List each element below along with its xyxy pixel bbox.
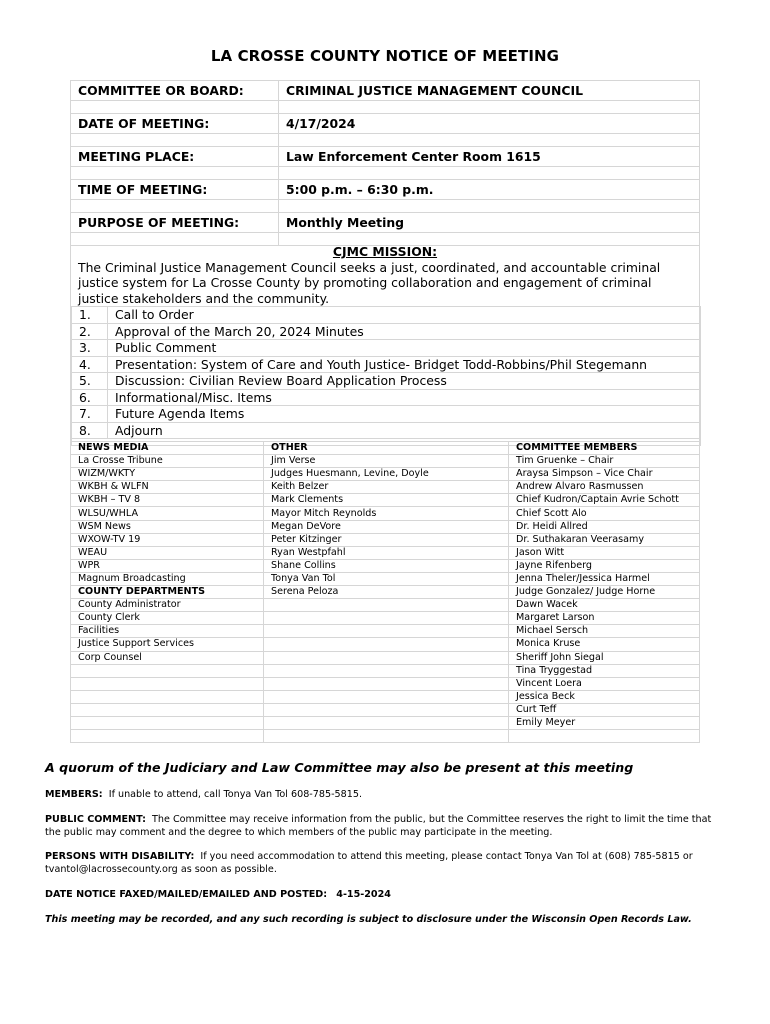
meeting-header-table xyxy=(70,80,700,246)
distribution-col3-cell: Dr. Suthakaran Veerasamy xyxy=(509,533,700,546)
distribution-col3-cell: Vincent Loera xyxy=(509,677,700,690)
public-comment-text: The Committee may receive information from the public, but the Committee reserves the right to limit the time that the public may comment and the degree to which members of the public may participate in the meeting. xyxy=(45,814,712,838)
recording-disclaimer: This meeting may be recorded, and any such recording is subject to disclosure under the Wisconsin Open Records Law. xyxy=(45,914,692,925)
distribution-col2-cell xyxy=(264,690,509,703)
date-label: DATE OF MEETING: xyxy=(71,114,279,134)
distribution-col2-cell: OTHER xyxy=(264,442,509,455)
date-value: 4/17/2024 xyxy=(279,114,700,134)
distribution-row xyxy=(71,651,700,664)
distribution-col2-cell xyxy=(264,703,509,716)
agenda-item-number: 5. xyxy=(72,373,108,390)
distribution-col2-cell: Jim Verse xyxy=(264,455,509,468)
distribution-col2-cell xyxy=(264,599,509,612)
distribution-col1-cell xyxy=(71,690,264,703)
distribution-row xyxy=(71,612,700,625)
distribution-row xyxy=(71,572,700,585)
distribution-col1-cell: WPR xyxy=(71,559,264,572)
notice-label: DATE NOTICE FAXED/MAILED/EMAILED AND POSTED: xyxy=(45,889,328,900)
distribution-col2-cell: Peter Kitzinger xyxy=(264,533,509,546)
committee-value: CRIMINAL JUSTICE MANAGEMENT COUNCIL xyxy=(279,81,700,101)
distribution-col2-cell xyxy=(264,651,509,664)
distribution-col3-cell: Chief Scott Alo xyxy=(509,507,700,520)
distribution-col1-cell: Justice Support Services xyxy=(71,638,264,651)
distribution-col3-cell xyxy=(509,730,700,743)
agenda-item-number: 6. xyxy=(72,389,108,406)
distribution-col2-cell xyxy=(264,716,509,729)
agenda-item xyxy=(72,389,701,406)
distribution-col3-cell: COMMITTEE MEMBERS xyxy=(509,442,700,455)
agenda-item-text: Presentation: System of Care and Youth Justice- Bridget Todd-Robbins/Phil Stegemann xyxy=(108,356,701,373)
place-label: MEETING PLACE: xyxy=(71,147,279,167)
distribution-col3-cell: Dawn Wacek xyxy=(509,599,700,612)
notice-title: LA CROSSE COUNTY NOTICE OF MEETING xyxy=(210,47,560,65)
agenda-item-number: 1. xyxy=(72,307,108,324)
time-value: 5:00 p.m. – 6:30 p.m. xyxy=(279,180,700,200)
distribution-row xyxy=(71,559,700,572)
distribution-col2-cell xyxy=(264,730,509,743)
agenda-item-text: Discussion: Civilian Review Board Application Process xyxy=(108,373,701,390)
distribution-col3-cell: Chief Kudron/Captain Avrie Schott xyxy=(509,494,700,507)
purpose-label: PURPOSE OF MEETING: xyxy=(71,213,279,233)
distribution-col1-cell: Corp Counsel xyxy=(71,651,264,664)
members-label: MEMBERS: xyxy=(45,789,103,800)
distribution-col1-cell: WKBH & WLFN xyxy=(71,481,264,494)
distribution-col2-cell xyxy=(264,612,509,625)
distribution-col2-cell: Ryan Westpfahl xyxy=(264,546,509,559)
distribution-col2-cell xyxy=(264,638,509,651)
distribution-col3-cell: Tina Tryggestad xyxy=(509,664,700,677)
agenda-item-text: Approval of the March 20, 2024 Minutes xyxy=(108,323,701,340)
distribution-row xyxy=(71,442,700,455)
distribution-col3-cell: Jessica Beck xyxy=(509,690,700,703)
distribution-col1-cell: La Crosse Tribune xyxy=(71,455,264,468)
distribution-col3-cell: Judge Gonzalez/ Judge Horne xyxy=(509,586,700,599)
mission-text: The Criminal Justice Management Council seeks a just, coordinated, and accountable criminal justice system for La Crosse County by promoting collaboration and engagement of criminal justice stakeholders and the community. xyxy=(78,259,661,306)
public-comment-label: PUBLIC COMMENT: xyxy=(45,814,146,825)
distribution-col1-cell: WKBH – TV 8 xyxy=(71,494,264,507)
members-note xyxy=(45,788,725,801)
header-row-time xyxy=(71,180,700,200)
disability-label: PERSONS WITH DISABILITY: xyxy=(45,851,195,862)
distribution-row xyxy=(71,481,700,494)
mission-title: CJMC MISSION: xyxy=(332,244,438,259)
distribution-row xyxy=(71,599,700,612)
distribution-col1-cell: WLSU/WHLA xyxy=(71,507,264,520)
header-row-place xyxy=(71,147,700,167)
agenda-item-text: Adjourn xyxy=(108,422,701,439)
distribution-col2-cell: Shane Collins xyxy=(264,559,509,572)
distribution-col2-cell xyxy=(264,677,509,690)
distribution-col1-cell: WIZM/WKTY xyxy=(71,468,264,481)
time-label: TIME OF MEETING: xyxy=(71,180,279,200)
distribution-row xyxy=(71,625,700,638)
distribution-col2-cell: Serena Peloza xyxy=(264,586,509,599)
distribution-row xyxy=(71,533,700,546)
agenda-item xyxy=(72,356,701,373)
distribution-row xyxy=(71,730,700,743)
distribution-col3-cell: Michael Sersch xyxy=(509,625,700,638)
agenda-item xyxy=(72,422,701,439)
distribution-col1-cell xyxy=(71,677,264,690)
distribution-col1-cell: NEWS MEDIA xyxy=(71,442,264,455)
agenda-item-number: 2. xyxy=(72,323,108,340)
public-comment-note xyxy=(45,813,725,839)
distribution-col1-cell: County Clerk xyxy=(71,612,264,625)
distribution-col1-cell: WXOW-TV 19 xyxy=(71,533,264,546)
agenda-item-number: 4. xyxy=(72,356,108,373)
distribution-col2-cell: Megan DeVore xyxy=(264,520,509,533)
disability-note xyxy=(45,850,725,876)
distribution-row xyxy=(71,468,700,481)
quorum-notice: A quorum of the Judiciary and Law Committee may also be present at this meeting xyxy=(45,760,634,775)
distribution-row xyxy=(71,507,700,520)
distribution-col3-cell: Monica Kruse xyxy=(509,638,700,651)
distribution-row xyxy=(71,546,700,559)
distribution-col3-cell: Andrew Alvaro Rasmussen xyxy=(509,481,700,494)
agenda-list xyxy=(71,306,701,446)
agenda-item-text: Public Comment xyxy=(108,340,701,357)
distribution-col1-cell xyxy=(71,730,264,743)
distribution-col3-cell: Jenna Theler/Jessica Harmel xyxy=(509,572,700,585)
distribution-col2-cell: Mark Clements xyxy=(264,494,509,507)
header-row-date xyxy=(71,114,700,134)
agenda-item-text: Future Agenda Items xyxy=(108,406,701,423)
notice-date: 4-15-2024 xyxy=(336,889,391,900)
distribution-col2-cell xyxy=(264,664,509,677)
agenda-item-number: 8. xyxy=(72,422,108,439)
disability-text: If you need accommodation to attend this meeting, please contact Tonya Van Tol at (608) 785-5815 or tvantol@lacrossecounty.org as soon as possible. xyxy=(45,851,693,875)
distribution-row xyxy=(71,703,700,716)
distribution-col3-cell: Araysa Simpson – Vice Chair xyxy=(509,468,700,481)
distribution-col3-cell: Emily Meyer xyxy=(509,716,700,729)
distribution-col2-cell xyxy=(264,625,509,638)
agenda-item-number: 3. xyxy=(72,340,108,357)
header-row-purpose xyxy=(71,213,700,233)
distribution-row xyxy=(71,716,700,729)
mission-section xyxy=(70,244,700,446)
distribution-col1-cell xyxy=(71,703,264,716)
distribution-row xyxy=(71,677,700,690)
distribution-col3-cell: Tim Gruenke – Chair xyxy=(509,455,700,468)
distribution-col3-cell: Dr. Heidi Allred xyxy=(509,520,700,533)
distribution-col1-cell: WSM News xyxy=(71,520,264,533)
agenda-item xyxy=(72,307,701,324)
members-text: If unable to attend, call Tonya Van Tol 608-785-5815. xyxy=(108,789,362,800)
distribution-row xyxy=(71,586,700,599)
distribution-col2-cell: Tonya Van Tol xyxy=(264,572,509,585)
distribution-col2-cell: Judges Huesmann, Levine, Doyle xyxy=(264,468,509,481)
distribution-col1-cell xyxy=(71,716,264,729)
place-value: Law Enforcement Center Room 1615 xyxy=(279,147,700,167)
agenda-item-number: 7. xyxy=(72,406,108,423)
distribution-col3-cell: Margaret Larson xyxy=(509,612,700,625)
agenda-item-text: Informational/Misc. Items xyxy=(108,389,701,406)
distribution-col3-cell: Jason Witt xyxy=(509,546,700,559)
distribution-col3-cell: Jayne Rifenberg xyxy=(509,559,700,572)
distribution-col1-cell xyxy=(71,664,264,677)
distribution-row xyxy=(71,690,700,703)
agenda-item xyxy=(72,323,701,340)
distribution-row xyxy=(71,520,700,533)
distribution-col2-cell: Mayor Mitch Reynolds xyxy=(264,507,509,520)
distribution-row xyxy=(71,455,700,468)
distribution-col1-cell: Facilities xyxy=(71,625,264,638)
distribution-col3-cell: Curt Teff xyxy=(509,703,700,716)
distribution-row xyxy=(71,664,700,677)
distribution-col1-cell: Magnum Broadcasting xyxy=(71,572,264,585)
distribution-row xyxy=(71,494,700,507)
distribution-row xyxy=(71,638,700,651)
header-row-committee xyxy=(71,81,700,101)
distribution-col1-cell: County Administrator xyxy=(71,599,264,612)
committee-label: COMMITTEE OR BOARD: xyxy=(71,81,279,101)
distribution-col1-cell: WEAU xyxy=(71,546,264,559)
purpose-value: Monthly Meeting xyxy=(279,213,700,233)
agenda-item xyxy=(72,406,701,423)
agenda-item-text: Call to Order xyxy=(108,307,701,324)
distribution-col1-cell: COUNTY DEPARTMENTS xyxy=(71,586,264,599)
distribution-col3-cell: Sheriff John Siegal xyxy=(509,651,700,664)
distribution-col2-cell: Keith Belzer xyxy=(264,481,509,494)
distribution-table xyxy=(70,441,700,743)
notice-posted xyxy=(45,888,725,901)
agenda-item xyxy=(72,373,701,390)
agenda-item xyxy=(72,340,701,357)
